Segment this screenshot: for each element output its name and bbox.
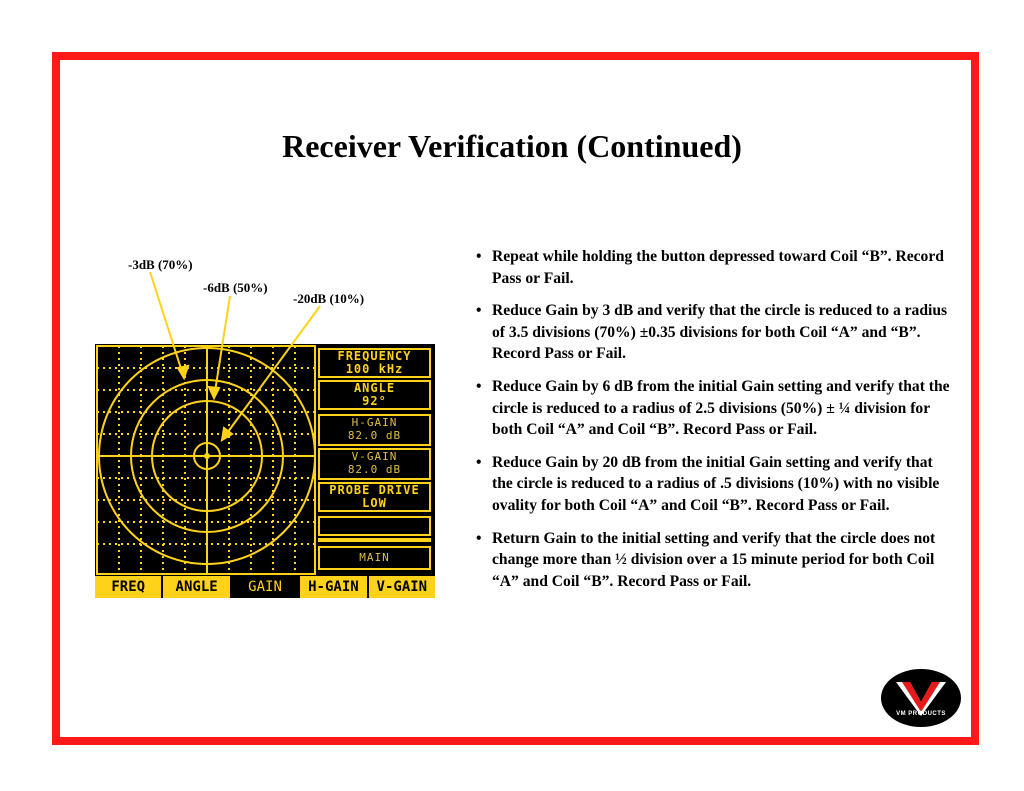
list-item	[472, 528, 950, 593]
bullet-glyph: •	[476, 529, 482, 547]
instrument-screen	[95, 344, 435, 598]
h-gain-readout	[318, 414, 431, 446]
softkey-gain[interactable]: GAIN	[232, 576, 300, 598]
list-item	[472, 300, 950, 365]
list-item-text: Reduce Gain by 6 dB from the initial Gain setting and verify that the circle is reduced to a radius of 2.5 divisions (50%) ± ¼ division for both Coil “A” and Coil “B”. Record Pass or Fail.	[492, 377, 950, 439]
bullet-glyph: •	[476, 453, 482, 471]
callout-minus-6db: -6dB (50%)	[203, 280, 268, 295]
softkey-bar	[95, 576, 435, 598]
list-item-text: Return Gain to the initial setting and verify that the circle does not change more than ½ division over a 15 minute period for both Coil “A” and Coil “B”. Record Pass or Fail.	[492, 529, 936, 590]
instruction-list	[472, 246, 950, 603]
h-gain-label: H-GAIN	[351, 416, 398, 429]
softkey-freq[interactable]: FREQ	[95, 576, 163, 598]
separator-bar	[318, 538, 431, 542]
bullet-glyph: •	[476, 302, 482, 320]
list-item-text: Repeat while holding the button depressed toward Coil “B”. Record Pass or Fail.	[492, 248, 944, 287]
h-gain-value: 82.0 dB	[347, 429, 402, 442]
list-item	[472, 376, 950, 441]
blank-readout	[318, 516, 431, 536]
v-gain-readout	[318, 448, 431, 480]
callout-minus-3db: -3dB (70%)	[128, 257, 193, 272]
bullet-glyph: •	[476, 248, 482, 265]
frequency-label: FREQUENCY	[337, 349, 412, 363]
softkey-h-gain[interactable]: H-GAIN	[300, 576, 368, 598]
probe-drive-readout	[318, 482, 431, 512]
probe-drive-value: LOW	[362, 496, 387, 510]
v-gain-value: 82.0 dB	[347, 463, 402, 476]
main-menu-readout	[318, 546, 431, 570]
list-item-text: Reduce Gain by 3 dB and verify that the circle is reduced to a radius of 3.5 divisions (70%) ±0.35 divisions for both Coil “A” and “B”. Record Pass or Fail.	[492, 302, 948, 363]
probe-drive-label: PROBE DRIVE	[329, 483, 420, 497]
softkey-angle[interactable]: ANGLE	[163, 576, 231, 598]
list-item	[472, 452, 950, 517]
angle-readout	[318, 380, 431, 410]
list-item	[472, 246, 950, 289]
angle-value: 92°	[362, 394, 387, 408]
frequency-readout	[318, 348, 431, 378]
angle-label: ANGLE	[353, 381, 396, 395]
frequency-value: 100 kHz	[345, 362, 404, 376]
list-item-text: Reduce Gain by 20 dB from the initial Gain setting and verify that the circle is reduced to a radius of .5 divisions (10%) with no visible ovality for both Coil “A” and Coil “B”. Record Pass or Fail.	[492, 453, 940, 514]
logo-text: VM PRODUCTS	[896, 711, 946, 717]
slide-title: Receiver Verification (Continued)	[282, 128, 742, 164]
callout-minus-20db: -20dB (10%)	[293, 291, 365, 306]
bullet-glyph: •	[476, 377, 482, 395]
softkey-v-gain[interactable]: V-GAIN	[376, 579, 428, 595]
vm-products-logo	[880, 668, 962, 728]
main-label: MAIN	[359, 551, 390, 564]
v-gain-label: V-GAIN	[351, 450, 398, 463]
